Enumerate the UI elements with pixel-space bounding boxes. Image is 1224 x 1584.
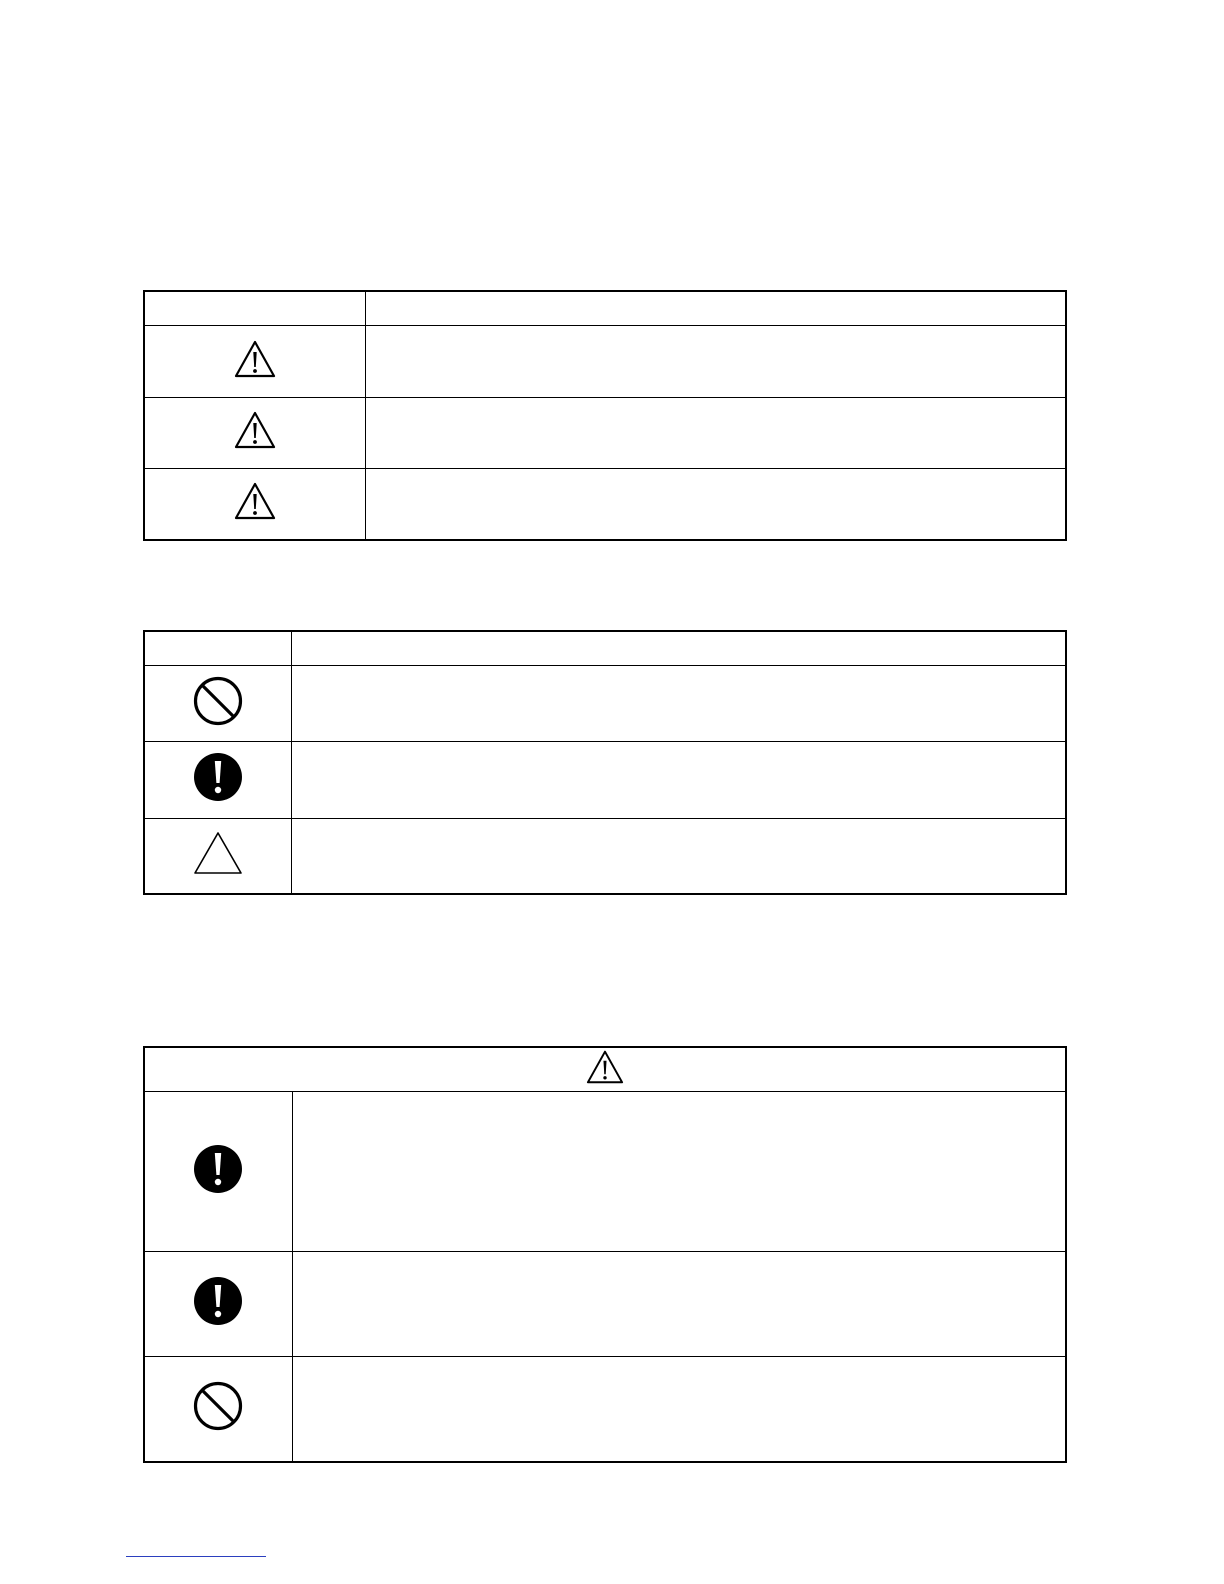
table-row — [144, 665, 1066, 741]
header-cell-symbol — [144, 291, 365, 325]
table-header-row — [144, 291, 1066, 325]
warning-triangle-icon — [233, 339, 277, 379]
prohibited-icon — [192, 675, 244, 727]
table-row — [144, 1356, 1066, 1462]
table-row — [144, 1251, 1066, 1356]
warning-triangle-icon — [233, 481, 277, 521]
table-header-row — [144, 631, 1066, 665]
mandatory-action-icon — [193, 752, 243, 802]
caution-triangle-icon — [192, 830, 244, 876]
mandatory-action-icon — [193, 1144, 243, 1194]
row-description — [291, 818, 1066, 894]
table-row — [144, 325, 1066, 397]
header-cell-meaning — [291, 631, 1066, 665]
row-description — [292, 1356, 1066, 1462]
row-description — [292, 1251, 1066, 1356]
row-description — [365, 468, 1066, 540]
hazard-level-table — [143, 290, 1067, 541]
header-cell-meaning — [365, 291, 1066, 325]
row-description — [365, 325, 1066, 397]
row-description — [291, 665, 1066, 741]
table-row — [144, 397, 1066, 468]
warning-triangle-icon — [233, 410, 277, 450]
header-cell-symbol — [144, 631, 291, 665]
table-row — [144, 818, 1066, 894]
table-row — [144, 741, 1066, 818]
table-row — [144, 1091, 1066, 1251]
mandatory-action-icon — [193, 1276, 243, 1326]
symbol-meaning-table — [143, 630, 1067, 895]
warning-table — [143, 1046, 1067, 1463]
prohibited-icon — [192, 1380, 244, 1432]
table-row — [144, 468, 1066, 540]
table-header-row — [144, 1047, 1066, 1091]
row-description — [292, 1091, 1066, 1251]
row-description — [365, 397, 1066, 468]
warning-triangle-icon — [585, 1049, 625, 1085]
row-description — [291, 741, 1066, 818]
footer-rule — [126, 1556, 266, 1557]
